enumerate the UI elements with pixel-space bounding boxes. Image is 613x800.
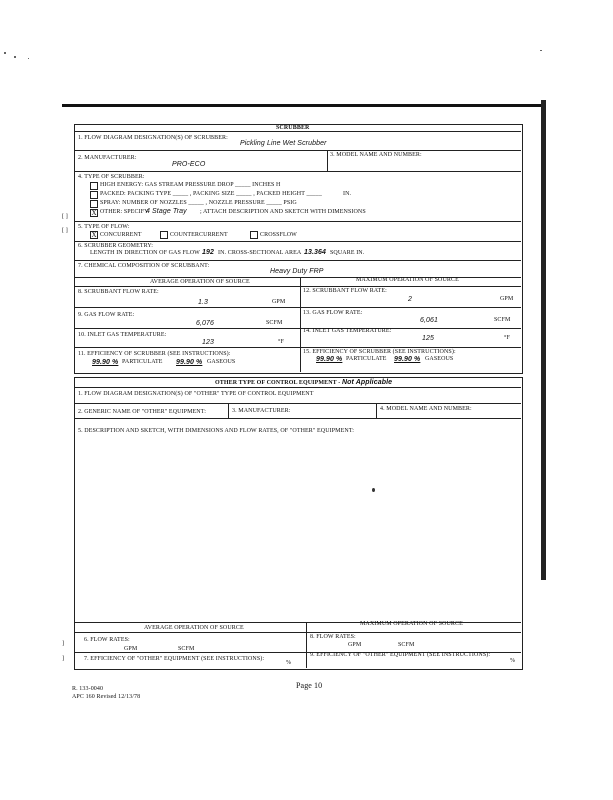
- other-line3-label: 3. MANUFACTURER:: [232, 408, 291, 414]
- spray-checkbox[interactable]: [90, 200, 98, 208]
- l10-label: 10. INLET GAS TEMPERATURE:: [78, 332, 167, 338]
- margin-mark: [ ]: [62, 228, 68, 234]
- other-l8-unit1: GPM: [348, 642, 362, 648]
- divider: [300, 277, 301, 372]
- line4-label: 4. TYPE OF SCRUBBER:: [78, 174, 145, 180]
- divider: [75, 632, 521, 633]
- divider: [75, 260, 521, 261]
- l11-label: 11. EFFICIENCY OF SCRUBBER (SEE INSTRUCTIONS):: [78, 351, 231, 357]
- other-l7-label: 7. EFFICIENCY OF "OTHER" EQUIPMENT (SEE INSTRUCTIONS):: [84, 656, 265, 662]
- scan-speck: [4, 52, 6, 54]
- l11-part-label: PARTICULATE: [122, 359, 163, 365]
- scrubbant-flow-avg-value[interactable]: 1.3: [198, 299, 209, 306]
- crossflow-checkbox[interactable]: [250, 231, 258, 239]
- avg-operation-header: AVERAGE OPERATION OF SOURCE: [150, 279, 250, 285]
- other-l9-label: 9. EFFICIENCY OF "OTHER" EQUIPMENT (SEE INSTRUCTIONS):: [310, 652, 491, 658]
- divider: [75, 403, 521, 404]
- gas-flow-avg-value[interactable]: 6,076: [196, 320, 215, 327]
- line2-label: 2. MANUFACTURER:: [78, 155, 137, 161]
- l15-part-label: PARTICULATE: [346, 356, 387, 362]
- scrubber-header: SCRUBBER: [276, 125, 310, 131]
- divider: [75, 328, 521, 329]
- gas-flow-max-value[interactable]: 6,061: [420, 317, 439, 324]
- other-suffix: ; ATTACH DESCRIPTION AND SKETCH WITH DIMENSIONS: [200, 209, 366, 215]
- scrubbant-composition-value[interactable]: Heavy Duty FRP: [270, 268, 324, 275]
- line5-label: 5. TYPE OF FLOW:: [78, 224, 130, 230]
- scan-speck: [540, 50, 542, 51]
- line7-label: 7. CHEMICAL COMPOSITION OF SCRUBBANT:: [78, 263, 210, 269]
- line3-label: 3. MODEL NAME AND NUMBER:: [330, 152, 422, 158]
- page-number: Page 10: [296, 681, 323, 690]
- line6-label: 6. SCRUBBER GEOMETRY:: [78, 243, 154, 249]
- divider: [75, 241, 521, 242]
- packed-unit: IN.: [343, 191, 352, 197]
- scan-speck: [28, 58, 29, 59]
- other-max-header: MAXIMUM OPERATION OF SOURCE: [360, 621, 463, 627]
- scrubbant-flow-max-value[interactable]: 2: [408, 296, 412, 303]
- divider: [327, 150, 328, 171]
- l8-unit: GPM: [272, 299, 286, 305]
- other-specify-value[interactable]: 4 Stage Tray: [146, 208, 187, 215]
- other-avg-header: AVERAGE OPERATION OF SOURCE: [144, 625, 244, 631]
- divider: [75, 171, 521, 172]
- crossflow-label: CROSSFLOW: [260, 232, 297, 238]
- inlet-temp-max-value[interactable]: 125: [422, 335, 434, 342]
- packed-label: PACKED: PACKING TYPE _____ , PACKING SIZE _____ , PACKED HEIGHT _____: [100, 191, 322, 197]
- l13-label: 13. GAS FLOW RATE:: [303, 310, 363, 316]
- divider: [228, 403, 229, 418]
- other-l7-unit: %: [286, 660, 292, 666]
- other-line4-label: 4. MODEL NAME AND NUMBER:: [380, 406, 472, 412]
- spray-label: SPRAY: NUMBER OF NOZZLES _____ , NOZZLE PRESSURE _____ PSIG: [100, 200, 297, 206]
- other-checkbox[interactable]: X: [91, 209, 97, 217]
- l8-label: 8. SCRUBBANT FLOW RATE:: [78, 289, 159, 295]
- other-l6-unit1: GPM: [124, 646, 138, 652]
- other-l8-unit2: SCFM: [398, 642, 415, 648]
- line6-text-a: LENGTH IN DIRECTION OF GAS FLOW: [90, 250, 200, 256]
- divider: [75, 418, 521, 419]
- l13-unit: SCFM: [494, 317, 511, 323]
- l9-label: 9. GAS FLOW RATE:: [78, 312, 135, 318]
- high-energy-checkbox[interactable]: [90, 182, 98, 190]
- l10-unit: °F: [278, 339, 284, 345]
- other-l6-label: 6. FLOW RATES:: [84, 637, 130, 643]
- divider: [75, 221, 521, 222]
- form-name: APC 160 Revised 12/13/78: [72, 694, 141, 700]
- other-line1-label: 1. FLOW DIAGRAM DESIGNATION(S) OF "OTHER" TYPE OF CONTROL EQUIPMENT: [78, 391, 314, 397]
- divider: [75, 131, 521, 132]
- line1-value[interactable]: Pickling Line Wet Scrubber: [240, 140, 327, 147]
- line6-text-c: SQUARE IN.: [330, 250, 365, 256]
- eff-gaseous-avg-value[interactable]: 99.90 %: [176, 359, 203, 366]
- line1-label: 1. FLOW DIAGRAM DESIGNATION(S) OF SCRUBBER:: [78, 135, 228, 141]
- l14-unit: °F: [504, 335, 510, 341]
- divider: [75, 347, 521, 348]
- divider: [75, 286, 521, 287]
- packed-checkbox[interactable]: [90, 191, 98, 199]
- divider: [75, 150, 521, 151]
- other-l8-label: 8. FLOW RATES:: [310, 634, 356, 640]
- divider: [306, 622, 307, 668]
- other-header: OTHER TYPE OF CONTROL EQUIPMENT - Not Applicable: [215, 379, 393, 386]
- other-line2-label: 2. GENERIC NAME OF "OTHER" EQUIPMENT:: [78, 409, 206, 415]
- margin-mark: ]: [62, 656, 65, 662]
- right-scan-edge: [541, 100, 546, 580]
- other-l6-unit2: SCFM: [178, 646, 195, 652]
- l12-unit: GPM: [500, 296, 514, 302]
- l12-label: 12. SCRUBBANT FLOW RATE:: [303, 288, 387, 294]
- l14-label: 14. INLET GAS TEMPERATURE:: [303, 328, 392, 334]
- other-label: OTHER: SPECIFY: [100, 209, 149, 215]
- other-line5-label: 5. DESCRIPTION AND SKETCH, WITH DIMENSIONS AND FLOW RATES, OF "OTHER" EQUIPMENT:: [78, 428, 355, 434]
- manufacturer-value[interactable]: PRO-ECO: [172, 161, 206, 168]
- l9-unit: SCFM: [266, 320, 283, 326]
- max-operation-header: MAXIMUM OPERATION OF SOURCE: [356, 277, 459, 283]
- scan-speck: [14, 56, 16, 58]
- inlet-temp-avg-value[interactable]: 123: [202, 339, 214, 346]
- other-l9-unit: %: [510, 658, 516, 664]
- eff-particulate-max-value[interactable]: 99.90 %: [316, 356, 343, 363]
- l15-label: 15. EFFICIENCY OF SCRUBBER (SEE INSTRUCTIONS):: [303, 349, 456, 355]
- divider: [376, 403, 377, 418]
- countercurrent-label: COUNTERCURRENT: [170, 232, 228, 238]
- margin-mark: [ ]: [62, 214, 68, 220]
- concurrent-label: CONCURRENT: [100, 232, 142, 238]
- countercurrent-checkbox[interactable]: [160, 231, 168, 239]
- top-rule: [62, 104, 542, 107]
- high-energy-label: HIGH ENERGY: GAS STREAM PRESSURE DROP _____ INCHES H: [100, 182, 281, 188]
- line6-text-b: IN. CROSS-SECTIONAL AREA: [218, 250, 302, 256]
- concurrent-checkbox[interactable]: X: [91, 231, 97, 239]
- margin-mark: ]: [62, 641, 65, 647]
- other-header-value: Not Applicable: [341, 379, 393, 386]
- form-number: R. 133-0040: [72, 686, 104, 692]
- eff-gaseous-max-value[interactable]: 99.90 %: [394, 356, 421, 363]
- l11-gas-label: GASEOUS: [207, 359, 236, 365]
- scrubber-length-value[interactable]: 192: [202, 249, 214, 256]
- l15-gas-label: GASEOUS: [425, 356, 454, 362]
- divider: [75, 387, 521, 388]
- scrubber-area-value[interactable]: 13.364: [304, 249, 327, 256]
- divider: [75, 307, 521, 308]
- eff-particulate-avg-value[interactable]: 99.90 %: [92, 359, 119, 366]
